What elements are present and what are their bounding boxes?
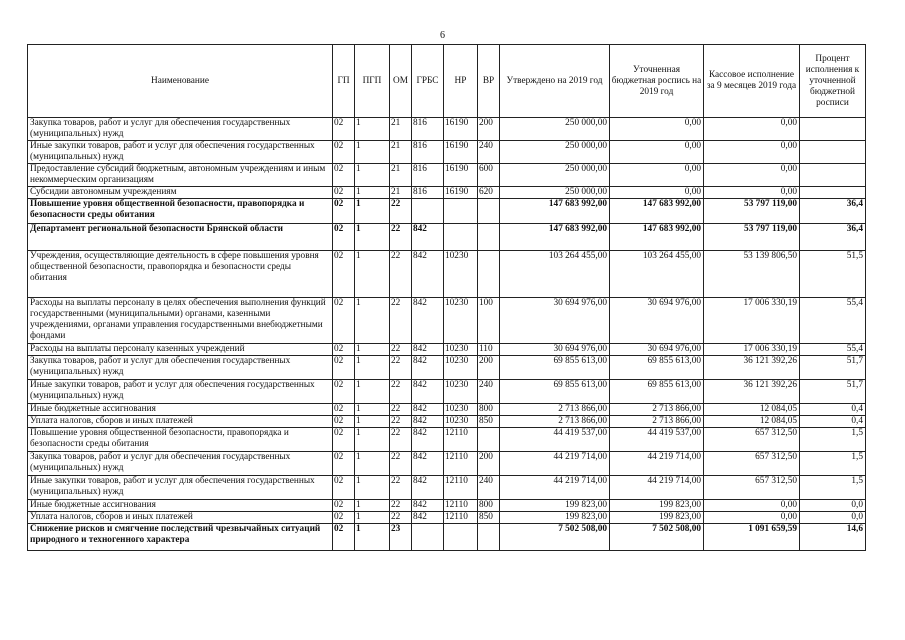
cell-om: 22 [390, 251, 412, 298]
cell-refined: 0,00 [610, 187, 704, 199]
cell-refined: 2 713 866,00 [610, 404, 704, 416]
cell-om: 22 [390, 224, 412, 251]
cell-approved: 44 219 714,00 [500, 476, 610, 500]
cell-vr: 800 [478, 500, 500, 512]
cell-percent: 36,4 [800, 199, 866, 224]
cell-vr [478, 428, 500, 452]
cell-grbs: 816 [412, 187, 444, 199]
cell-name: Иные бюджетные ассигнования [28, 500, 333, 512]
cell-nr: 10230 [444, 251, 478, 298]
cell-pgp: 1 [355, 380, 390, 404]
header-nr: НР [444, 45, 478, 118]
cell-vr: 200 [478, 452, 500, 476]
cell-pgp: 1 [355, 428, 390, 452]
table-row [28, 428, 866, 452]
cell-percent: 1,5 [800, 428, 866, 452]
cell-nr [444, 524, 478, 551]
cell-gp: 02 [333, 344, 355, 356]
cell-percent: 14,6 [800, 524, 866, 551]
cell-cash: 0,00 [704, 164, 800, 187]
cell-percent: 1,5 [800, 476, 866, 500]
cell-approved: 250 000,00 [500, 141, 610, 164]
cell-cash: 53 797 119,00 [704, 224, 800, 251]
cell-gp: 02 [333, 500, 355, 512]
cell-cash: 12 084,05 [704, 404, 800, 416]
cell-grbs: 842 [412, 224, 444, 251]
cell-name: Закупка товаров, работ и услуг для обеспечения государственных (муниципальных) нужд [28, 356, 333, 380]
table-row [28, 344, 866, 356]
cell-nr [444, 224, 478, 251]
budget-table [27, 44, 866, 551]
cell-cash: 53 139 806,50 [704, 251, 800, 298]
cell-gp: 02 [333, 524, 355, 551]
cell-approved: 103 264 455,00 [500, 251, 610, 298]
header-row [28, 45, 866, 118]
table-row [28, 476, 866, 500]
header-percent: Процент исполнения к уточненной бюджетной росписи [800, 45, 866, 118]
cell-nr: 10230 [444, 344, 478, 356]
cell-grbs: 842 [412, 452, 444, 476]
cell-percent: 0,0 [800, 512, 866, 524]
header-name: Наименование [28, 45, 333, 118]
cell-nr: 16190 [444, 141, 478, 164]
cell-pgp: 1 [355, 512, 390, 524]
cell-name: Иные закупки товаров, работ и услуг для обеспечения государственных (муниципальных) нужд [28, 476, 333, 500]
cell-grbs: 842 [412, 500, 444, 512]
cell-cash: 17 006 330,19 [704, 344, 800, 356]
cell-nr: 16190 [444, 118, 478, 141]
cell-percent [800, 118, 866, 141]
cell-approved: 147 683 992,00 [500, 199, 610, 224]
cell-vr: 620 [478, 187, 500, 199]
cell-om: 21 [390, 141, 412, 164]
cell-approved: 69 855 613,00 [500, 356, 610, 380]
cell-name: Закупка товаров, работ и услуг для обеспечения государственных (муниципальных) нужд [28, 452, 333, 476]
cell-name: Расходы на выплаты персоналу в целях обеспечения выполнения функций государственными (муниципальными) органами, казенными учреждениями, органами управления государственными внебюджетными фондами [28, 298, 333, 344]
cell-gp: 02 [333, 404, 355, 416]
cell-percent: 55,4 [800, 344, 866, 356]
cell-pgp: 1 [355, 141, 390, 164]
header-refined: Уточненная бюджетная роспись на 2019 год [610, 45, 704, 118]
cell-refined: 44 219 714,00 [610, 452, 704, 476]
cell-om: 22 [390, 500, 412, 512]
cell-nr: 12110 [444, 476, 478, 500]
cell-om: 21 [390, 118, 412, 141]
table-row [28, 356, 866, 380]
cell-grbs: 842 [412, 512, 444, 524]
cell-grbs: 842 [412, 404, 444, 416]
cell-cash: 17 006 330,19 [704, 298, 800, 344]
cell-gp: 02 [333, 380, 355, 404]
cell-cash: 0,00 [704, 141, 800, 164]
cell-gp: 02 [333, 199, 355, 224]
cell-grbs: 842 [412, 251, 444, 298]
cell-percent: 0,0 [800, 500, 866, 512]
cell-approved: 250 000,00 [500, 164, 610, 187]
cell-percent [800, 187, 866, 199]
cell-om: 22 [390, 344, 412, 356]
cell-approved: 2 713 866,00 [500, 404, 610, 416]
header-gp: ГП [333, 45, 355, 118]
cell-approved: 69 855 613,00 [500, 380, 610, 404]
table-row [28, 118, 866, 141]
table-row [28, 512, 866, 524]
cell-om: 22 [390, 452, 412, 476]
cell-pgp: 1 [355, 476, 390, 500]
cell-grbs [412, 199, 444, 224]
cell-approved: 7 502 508,00 [500, 524, 610, 551]
cell-approved: 30 694 976,00 [500, 344, 610, 356]
header-grbs: ГРБС [412, 45, 444, 118]
cell-grbs: 842 [412, 380, 444, 404]
cell-pgp: 1 [355, 199, 390, 224]
table-row [28, 416, 866, 428]
cell-nr: 10230 [444, 356, 478, 380]
cell-grbs: 842 [412, 356, 444, 380]
table-row [28, 187, 866, 199]
cell-pgp: 1 [355, 344, 390, 356]
cell-percent: 51,5 [800, 251, 866, 298]
cell-percent: 51,7 [800, 356, 866, 380]
cell-gp: 02 [333, 141, 355, 164]
cell-gp: 02 [333, 251, 355, 298]
cell-vr: 600 [478, 164, 500, 187]
cell-cash: 36 121 392,26 [704, 380, 800, 404]
header-cash: Кассовое исполнение за 9 месяцев 2019 года [704, 45, 800, 118]
cell-approved: 44 419 537,00 [500, 428, 610, 452]
cell-name: Иные закупки товаров, работ и услуг для обеспечения государственных (муниципальных) нужд [28, 380, 333, 404]
cell-om: 22 [390, 416, 412, 428]
cell-cash: 0,00 [704, 500, 800, 512]
cell-vr: 200 [478, 356, 500, 380]
cell-percent: 0,4 [800, 404, 866, 416]
cell-om: 22 [390, 380, 412, 404]
cell-nr: 10230 [444, 380, 478, 404]
cell-nr: 16190 [444, 164, 478, 187]
cell-om: 22 [390, 476, 412, 500]
cell-approved: 250 000,00 [500, 118, 610, 141]
cell-pgp: 1 [355, 298, 390, 344]
cell-pgp: 1 [355, 118, 390, 141]
cell-vr [478, 224, 500, 251]
cell-vr [478, 251, 500, 298]
cell-pgp: 1 [355, 524, 390, 551]
cell-nr: 10230 [444, 298, 478, 344]
cell-name: Департамент региональной безопасности Брянской области [28, 224, 333, 251]
cell-refined: 103 264 455,00 [610, 251, 704, 298]
cell-vr: 850 [478, 416, 500, 428]
cell-pgp: 1 [355, 251, 390, 298]
header-approved: Утверждено на 2019 год [500, 45, 610, 118]
cell-percent: 36,4 [800, 224, 866, 251]
cell-name: Повышение уровня общественной безопасности, правопорядка и безопасности среды обитания [28, 428, 333, 452]
cell-approved: 30 694 976,00 [500, 298, 610, 344]
cell-refined: 147 683 992,00 [610, 224, 704, 251]
cell-vr: 110 [478, 344, 500, 356]
table-row [28, 164, 866, 187]
cell-nr: 12110 [444, 452, 478, 476]
cell-pgp: 1 [355, 500, 390, 512]
cell-grbs: 842 [412, 344, 444, 356]
cell-percent [800, 141, 866, 164]
cell-pgp: 1 [355, 356, 390, 380]
cell-percent: 0,4 [800, 416, 866, 428]
cell-approved: 147 683 992,00 [500, 224, 610, 251]
cell-cash: 36 121 392,26 [704, 356, 800, 380]
cell-cash: 53 797 119,00 [704, 199, 800, 224]
header-pgp: ПГП [355, 45, 390, 118]
cell-gp: 02 [333, 224, 355, 251]
cell-refined: 69 855 613,00 [610, 356, 704, 380]
cell-nr: 12110 [444, 500, 478, 512]
cell-name: Закупка товаров, работ и услуг для обеспечения государственных (муниципальных) нужд [28, 118, 333, 141]
cell-vr: 200 [478, 118, 500, 141]
cell-refined: 0,00 [610, 164, 704, 187]
cell-approved: 199 823,00 [500, 500, 610, 512]
cell-name: Предоставление субсидий бюджетным, автономным учреждениям и иным некоммерческим организациям [28, 164, 333, 187]
cell-gp: 02 [333, 476, 355, 500]
cell-refined: 199 823,00 [610, 500, 704, 512]
page-number: 6 [440, 30, 445, 41]
cell-refined: 147 683 992,00 [610, 199, 704, 224]
cell-grbs [412, 524, 444, 551]
cell-gp: 02 [333, 164, 355, 187]
cell-om: 22 [390, 356, 412, 380]
cell-nr: 10230 [444, 416, 478, 428]
cell-cash: 1 091 659,59 [704, 524, 800, 551]
cell-refined: 0,00 [610, 141, 704, 164]
cell-cash: 657 312,50 [704, 476, 800, 500]
cell-nr [444, 199, 478, 224]
cell-percent: 55,4 [800, 298, 866, 344]
cell-vr [478, 524, 500, 551]
cell-name: Снижение рисков и смягчение последствий чрезвычайных ситуаций природного и техногенного характера [28, 524, 333, 551]
cell-percent: 1,5 [800, 452, 866, 476]
table-row [28, 452, 866, 476]
table-row [28, 298, 866, 344]
cell-gp: 02 [333, 428, 355, 452]
cell-approved: 199 823,00 [500, 512, 610, 524]
cell-grbs: 842 [412, 428, 444, 452]
cell-percent: 51,7 [800, 380, 866, 404]
cell-refined: 199 823,00 [610, 512, 704, 524]
cell-vr: 240 [478, 380, 500, 404]
cell-vr: 100 [478, 298, 500, 344]
table-row [28, 524, 866, 551]
cell-name: Уплата налогов, сборов и иных платежей [28, 416, 333, 428]
cell-cash: 0,00 [704, 118, 800, 141]
cell-nr: 16190 [444, 187, 478, 199]
cell-name: Иные закупки товаров, работ и услуг для обеспечения государственных (муниципальных) нужд [28, 141, 333, 164]
cell-refined: 2 713 866,00 [610, 416, 704, 428]
cell-cash: 657 312,50 [704, 452, 800, 476]
table-row [28, 251, 866, 298]
cell-grbs: 842 [412, 298, 444, 344]
cell-om: 22 [390, 298, 412, 344]
cell-grbs: 816 [412, 118, 444, 141]
cell-approved: 250 000,00 [500, 187, 610, 199]
cell-nr: 12110 [444, 512, 478, 524]
cell-pgp: 1 [355, 187, 390, 199]
cell-gp: 02 [333, 416, 355, 428]
table-row [28, 404, 866, 416]
cell-gp: 02 [333, 356, 355, 380]
cell-pgp: 1 [355, 224, 390, 251]
cell-pgp: 1 [355, 404, 390, 416]
table-row [28, 380, 866, 404]
header-vr: ВР [478, 45, 500, 118]
cell-vr: 850 [478, 512, 500, 524]
cell-om: 21 [390, 187, 412, 199]
cell-grbs: 842 [412, 416, 444, 428]
cell-om: 21 [390, 164, 412, 187]
cell-cash: 0,00 [704, 187, 800, 199]
table-row [28, 500, 866, 512]
cell-grbs: 816 [412, 141, 444, 164]
cell-gp: 02 [333, 118, 355, 141]
cell-gp: 02 [333, 187, 355, 199]
cell-name: Иные бюджетные ассигнования [28, 404, 333, 416]
cell-om: 22 [390, 199, 412, 224]
cell-approved: 2 713 866,00 [500, 416, 610, 428]
cell-pgp: 1 [355, 416, 390, 428]
cell-nr: 10230 [444, 404, 478, 416]
cell-grbs: 842 [412, 476, 444, 500]
cell-name: Учреждения, осуществляющие деятельность в сфере повышения уровня общественной безопасности, правопорядка и безопасности среды обитания [28, 251, 333, 298]
cell-name: Повышение уровня общественной безопасности, правопорядка и безопасности среды обитания [28, 199, 333, 224]
cell-refined: 44 419 537,00 [610, 428, 704, 452]
cell-om: 22 [390, 512, 412, 524]
cell-grbs: 816 [412, 164, 444, 187]
cell-om: 23 [390, 524, 412, 551]
cell-refined: 0,00 [610, 118, 704, 141]
cell-cash: 0,00 [704, 512, 800, 524]
cell-gp: 02 [333, 512, 355, 524]
cell-vr: 240 [478, 476, 500, 500]
cell-refined: 44 219 714,00 [610, 476, 704, 500]
cell-refined: 30 694 976,00 [610, 298, 704, 344]
cell-nr: 12110 [444, 428, 478, 452]
cell-refined: 7 502 508,00 [610, 524, 704, 551]
cell-refined: 69 855 613,00 [610, 380, 704, 404]
cell-vr: 240 [478, 141, 500, 164]
cell-om: 22 [390, 428, 412, 452]
cell-refined: 30 694 976,00 [610, 344, 704, 356]
cell-pgp: 1 [355, 164, 390, 187]
header-om: ОМ [390, 45, 412, 118]
cell-name: Расходы на выплаты персоналу казенных учреждений [28, 344, 333, 356]
cell-approved: 44 219 714,00 [500, 452, 610, 476]
cell-gp: 02 [333, 452, 355, 476]
cell-om: 22 [390, 404, 412, 416]
cell-vr [478, 199, 500, 224]
cell-name: Субсидии автономным учреждениям [28, 187, 333, 199]
cell-name: Уплата налогов, сборов и иных платежей [28, 512, 333, 524]
cell-percent [800, 164, 866, 187]
table-row [28, 141, 866, 164]
table-row [28, 199, 866, 224]
cell-pgp: 1 [355, 452, 390, 476]
table-row [28, 224, 866, 251]
cell-cash: 657 312,50 [704, 428, 800, 452]
cell-vr: 800 [478, 404, 500, 416]
cell-cash: 12 084,05 [704, 416, 800, 428]
cell-gp: 02 [333, 298, 355, 344]
